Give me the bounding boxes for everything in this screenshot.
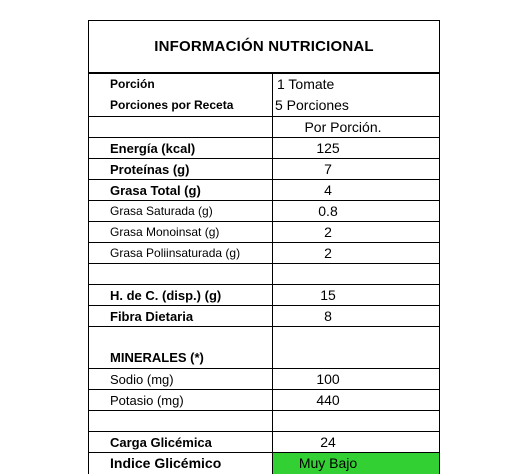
servings-value: 5 Porciones (275, 97, 349, 113)
blank-row (89, 326, 439, 347)
minerals-header-row (89, 347, 439, 368)
protein-label: Proteínas (g) (110, 162, 190, 177)
servings-label: Porciones por Receta (110, 98, 234, 112)
glycemic-load-label: Carga Glicémica (110, 435, 212, 450)
fiber-value: 8 (324, 308, 332, 324)
sodium-value: 100 (316, 371, 340, 387)
carbs-label: H. de C. (disp.) (g) (110, 288, 222, 303)
fat-mono-label: Grasa Monoinsat (g) (110, 225, 220, 239)
protein-row (89, 158, 439, 180)
fiber-row (89, 305, 439, 327)
glycemic-load-row (89, 431, 439, 453)
blank-row (89, 263, 439, 285)
fat-mono-row (89, 221, 439, 243)
fat-total-label: Grasa Total (g) (110, 183, 201, 198)
per-serving-header-row (89, 116, 439, 137)
per-serving-header: Por Porción. (304, 119, 382, 135)
fat-sat-row (89, 200, 439, 222)
energy-label: Energía (kcal) (110, 141, 196, 156)
sodium-label: Sodio (mg) (110, 372, 174, 387)
portion-value: 1 Tomate (277, 76, 335, 92)
carbs-row (89, 284, 439, 306)
servings-row (89, 95, 439, 116)
fiber-label: Fibra Dietaria (110, 309, 194, 324)
glycemic-index-value: Muy Bajo (298, 455, 358, 471)
protein-value: 7 (324, 161, 332, 177)
portion-row (89, 74, 439, 95)
fat-sat-value: 0.8 (318, 203, 338, 219)
fat-total-row (89, 179, 439, 201)
table-title: INFORMACIÓN NUTRICIONAL (89, 21, 439, 74)
fat-total-value: 4 (324, 182, 332, 198)
fat-sat-label: Grasa Saturada (g) (110, 204, 213, 218)
potassium-label: Potasio (mg) (110, 393, 184, 408)
fat-poly-row (89, 242, 439, 264)
minerals-header: MINERALES (*) (110, 350, 204, 365)
potassium-row (89, 389, 439, 411)
glycemic-index-label: Indice Glicémico (110, 455, 222, 471)
fat-poly-value: 2 (324, 245, 332, 261)
potassium-value: 440 (316, 392, 340, 408)
fat-mono-value: 2 (324, 224, 332, 240)
energy-value: 125 (316, 140, 340, 156)
fat-poly-label: Grasa Poliinsaturada (g) (110, 246, 241, 260)
glycemic-index-row (89, 452, 439, 474)
glycemic-load-value: 24 (320, 434, 336, 450)
portion-label: Porción (110, 77, 155, 91)
carbs-value: 15 (320, 287, 336, 303)
blank-row (89, 410, 439, 432)
sodium-row (89, 368, 439, 390)
energy-row (89, 137, 439, 159)
nutrition-facts-table (88, 20, 440, 474)
